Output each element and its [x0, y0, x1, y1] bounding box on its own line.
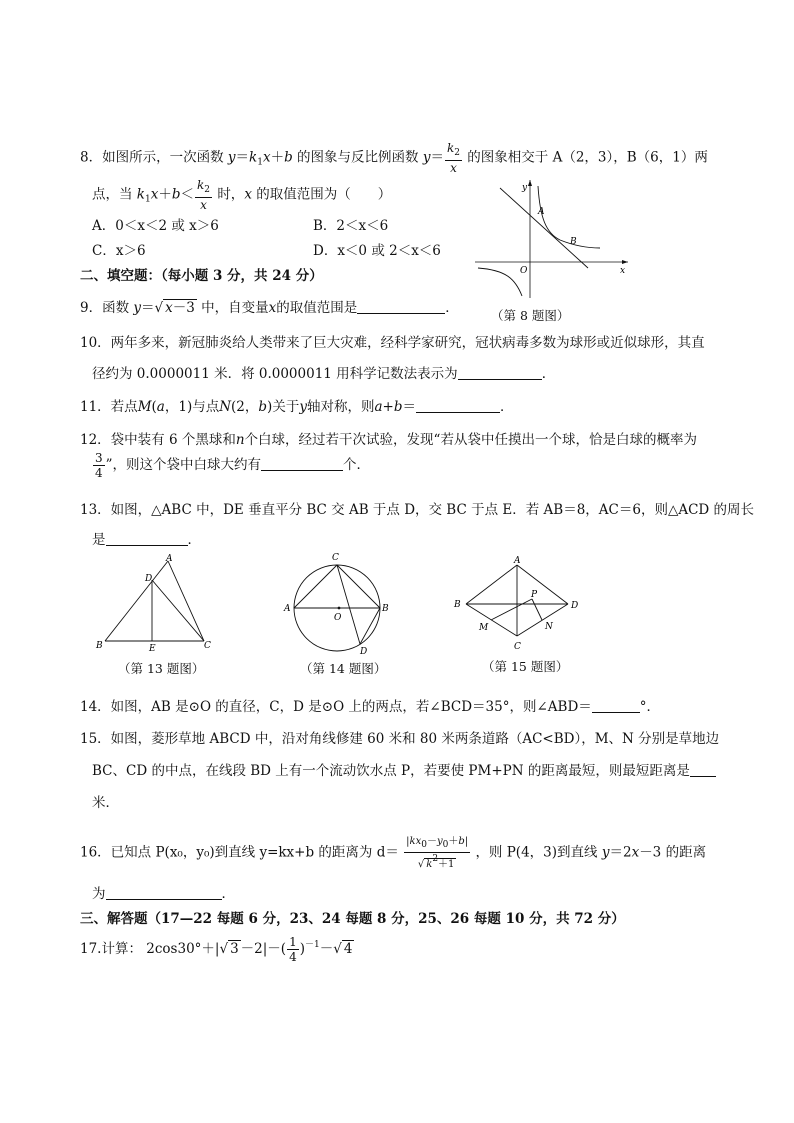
svg-text:C: C: [514, 642, 521, 652]
q8-line2: 点，当 $k_1x+b<$ $\frac{k_2}{x}$ 时，x 的取值范围为（ ）: [92, 178, 392, 212]
q10-line2: 径约为 0.0000011 米．将 0.0000011 用科学记数法表示为 ．: [92, 366, 556, 382]
q15-line3: 米．: [92, 795, 119, 811]
q13-line2: 是 ．: [92, 532, 201, 548]
svg-text:x: x: [620, 266, 626, 276]
q12-answer-blank[interactable]: [261, 456, 343, 471]
q15-line2: BC、CD 的中点，在线段 BD 上有一个流动饮水点 P，若要使 PM+PN 的距离最短，则最短距离是: [92, 759, 716, 779]
svg-text:B: B: [454, 600, 461, 610]
q9: 9．函数 y＝√ x－3 中，自变量x的取值范围是 ．: [80, 300, 459, 316]
q15-answer-blank[interactable]: [690, 762, 716, 777]
q12-line2: $\frac{3}{4}$ ”，则这个袋中白球大约有 个．: [95, 451, 371, 480]
q8-option-b: B．2＜x＜6: [313, 218, 389, 234]
q13-answer-blank[interactable]: [106, 531, 188, 546]
svg-text:y: y: [522, 183, 528, 193]
q10-line1: 10．两年多来，新冠肺炎给人类带来了巨大灾难，经科学家研究，冠状病毒多数为球形或近似球形，其直: [80, 335, 705, 351]
section3-header: 三、解答题（17—22 每题 6 分，23、24 每题 8 分，25、26 每题 10 分，共 72 分）: [80, 911, 625, 927]
svg-text:E: E: [149, 644, 156, 653]
svg-text:O: O: [334, 613, 342, 623]
q11: 11．若点M(a，1)与点N(2，b)关于y轴对称，则a+b＝ ．: [80, 399, 514, 415]
svg-text:N: N: [545, 622, 553, 632]
q16-answer-blank[interactable]: [106, 885, 222, 900]
svg-text:O: O: [520, 266, 528, 276]
q14-answer-blank[interactable]: [592, 698, 640, 713]
svg-text:B: B: [96, 641, 103, 651]
svg-text:A: A: [166, 554, 173, 564]
fig13-triangle: [92, 553, 222, 653]
q15-line1: 15．如图，菱形草地 ABCD 中，沿对角线修建 60 米和 80 米两条道路（AC<BD），M、N 分别是草地边: [80, 731, 720, 747]
fig13-caption: （第 13 题图）: [118, 661, 205, 676]
q14: 14．如图，AB 是⊙O 的直径，C，D 是⊙O 上的两点，若∠BCD＝35°，则∠ABD＝ °．: [80, 699, 661, 715]
svg-text:A: A: [284, 604, 291, 614]
q13-line1: 13．如图，△ABC 中，DE 垂直平分 BC 交 AB 于点 D，交 BC 于点 E．若 AB＝8，AC＝6，则△ACD 的周长: [80, 502, 755, 518]
q8-line1: 8．如图所示，一次函数 $y=k_1x+b$ 的图象与反比例函数 y＝ $\frac{k_2}{x}$ 的图象相交于 A（2，3），B（6，1）两: [80, 141, 708, 175]
fig15-caption: （第 15 题图）: [482, 659, 569, 674]
svg-text:C: C: [332, 553, 339, 563]
svg-text:D: D: [145, 574, 153, 584]
svg-text:B: B: [570, 237, 577, 247]
svg-text:B: B: [382, 604, 389, 614]
q8-option-a: A．0＜x＜2 或 x＞6: [92, 218, 219, 234]
fig8-caption: （第 8 题图）: [491, 308, 570, 323]
q8-option-c: C．x＞6: [92, 243, 146, 259]
q16-line1: 16．已知点 P(x₀，y₀)到直线 y=kx+b 的距离为 d＝ $\frac{|kx0-y0+b|}{√ k2+1}$ ，则 P(4，3)到直线 y＝2x－3 的距离: [80, 836, 707, 870]
fig15-rhombus: [450, 553, 590, 653]
fig14-circle: [282, 550, 392, 658]
svg-text:D: D: [360, 647, 368, 657]
q16-line2: 为 ．: [92, 886, 235, 902]
svg-text:P: P: [531, 590, 538, 600]
section2-header: 二、填空题：（每小题 3 分，共 24 分）: [80, 268, 323, 284]
q8-option-d: D．x＜0 或 2＜x＜6: [313, 243, 441, 259]
svg-text:M: M: [479, 623, 489, 633]
fig8-graph: [470, 178, 630, 302]
svg-text:A: A: [538, 207, 545, 217]
svg-text:A: A: [514, 556, 521, 566]
fig14-caption: （第 14 题图）: [300, 661, 387, 676]
svg-text:C: C: [204, 641, 211, 651]
q11-answer-blank[interactable]: [416, 398, 500, 413]
q9-answer-blank[interactable]: [357, 299, 445, 314]
q10-answer-blank[interactable]: [458, 365, 542, 380]
q17: 17.计算： 2cos30°＋|√ 3 －2|－( $\frac{1}{4}$ )$^{-1}$－√ 4: [80, 935, 353, 964]
svg-text:D: D: [571, 601, 579, 611]
q12-line1: 12．袋中装有 6 个黑球和n个白球，经过若干次试验，发现“若从袋中任摸出一个球，恰是白球的概率为: [80, 432, 697, 448]
